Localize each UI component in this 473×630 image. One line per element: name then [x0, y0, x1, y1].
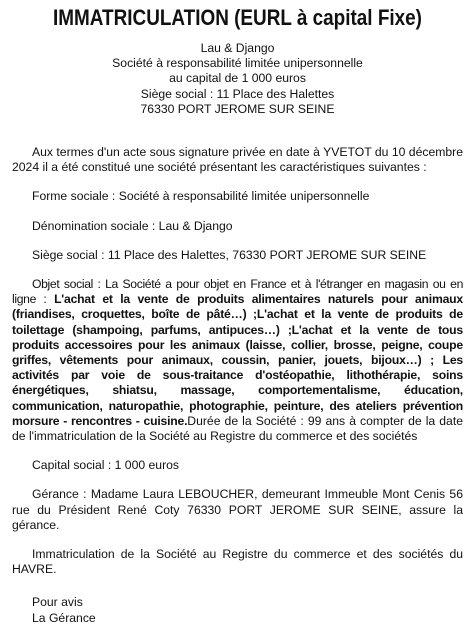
company-name: Lau & Django — [200, 41, 275, 55]
notice-title: IMMATRICULATION (EURL à capital Fixe) — [53, 5, 422, 30]
immatriculation: Immatriculation de la Société au Registre du commerce et des sociétés du HAVRE. — [12, 547, 463, 577]
forme-sociale: Forme sociale : Société à responsabilité limitée unipersonnelle — [32, 189, 370, 204]
denomination-sociale: Dénomination sociale : Lau & Django — [32, 218, 233, 233]
siege-social: Siège social : 11 Place des Halettes, 76330 PORT JEROME SUR SEINE — [32, 247, 427, 262]
duree-societe: Durée de la Société : 99 ans à compter de la date de l'immatriculation de la Société au Registre du commerce et des sociétés — [12, 413, 463, 444]
intro-paragraph: Aux termes d'un acte sous signature privée en date à YVETOT du 10 décembre 2024 il a été constitué une société présentant les caractéristiques suivantes : — [12, 145, 463, 175]
signature-line-1: Pour avis — [32, 595, 83, 610]
company-type: Société à responsabilité limitée unipersonnelle — [112, 56, 363, 71]
company-capital: au capital de 1 000 euros — [169, 71, 306, 86]
signature-line-2: La Gérance — [32, 610, 96, 625]
objet-social — [12, 277, 463, 444]
notice-body — [12, 145, 463, 577]
company-city: 76330 PORT JEROME SUR SEINE — [140, 101, 335, 116]
company-seat: Siège social : 11 Place des Halettes — [140, 86, 335, 101]
company-header — [12, 41, 463, 117]
gerance: Gérance : Madame Laura LEBOUCHER, demeurant Immeuble Mont Cenis 56 rue du Président René Coty 76330 PORT JEROME SUR SEINE, assure la gérance. — [12, 487, 463, 532]
capital-social: Capital social : 1 000 euros — [32, 458, 180, 473]
objet-lead: Objet social : La Société a pour objet en France et à l'étranger en magasin ou en ligne : — [12, 277, 463, 307]
signature-block — [12, 595, 463, 625]
objet-description: L'achat et la vente de produits alimentaires naturels pour animaux (friandises, croquettes, boîte de pâté…) ;L'achat et la vente de produits de toilettage (shampoing, parfums, antipuces…) ;L'achat et la vente de tous produits accessoires pour les animaux (laisse, collier, brosse, peigne, coupe griffes, vêtements pour animaux, coussin, panier, jouets, bijoux…) ; Les activités par voie de sous-traitance d'ostéopathie, lithothérapie, soins énergétiques, shiatsu, massage, comportementalisme, éducation, communication, naturopathie, photographie, peinture, des ateliers prévention morsure - rencontres - cuisine. — [12, 292, 464, 428]
